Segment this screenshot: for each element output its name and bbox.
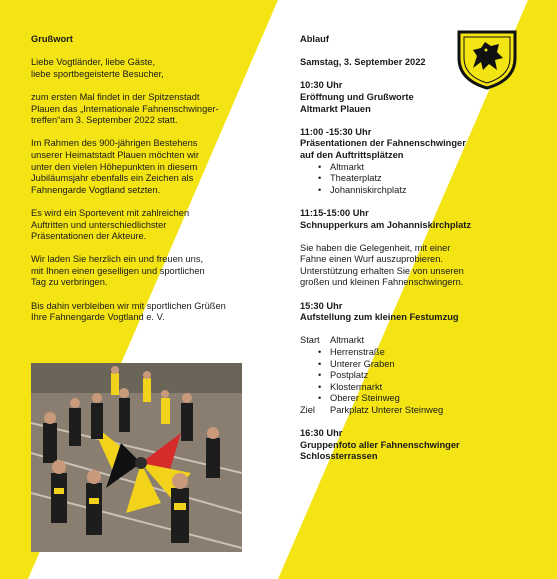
- schedule-title: Aufstellung zum kleinen Festumzug: [300, 312, 459, 323]
- greeting-heading: Grußwort: [31, 34, 73, 44]
- route-end-label: Ziel: [300, 405, 315, 415]
- schedule-time: 15:30 Uhr: [300, 300, 343, 311]
- route-list: [300, 347, 540, 405]
- schedule-title: Gruppenfoto aller Fahnenschwinger Schlossterrassen: [300, 439, 460, 462]
- schedule-note: Sie haben die Gelegenheit, mit einer Fahne einen Wurf auszuprobieren. Unterstützung erhalten Sie von unseren großen und kleinen Fahnenschwingern.: [300, 242, 464, 288]
- venue-item: • Altmarkt: [318, 162, 540, 174]
- route-item: • Postplatz: [318, 370, 540, 382]
- venue-item: • Theaterplatz: [318, 173, 540, 185]
- schedule-date: Samstag, 3. September 2022: [300, 57, 426, 68]
- route-start-label: Start: [300, 335, 320, 346]
- greeting-column: [31, 34, 256, 335]
- greeting-paragraph: zum ersten Mal findet in der Spitzenstadt Plauen das „Internationale Fahnenschwinger- treffen“am 3. September 2022 statt.: [31, 91, 219, 126]
- route-end-place: Parkplatz Unterer Steinweg: [330, 405, 444, 415]
- schedule-title: Schnupperkurs am Johanniskirchplatz: [300, 219, 472, 230]
- schedule-heading: Ablauf: [300, 34, 329, 44]
- venue-item: • Johanniskirchplatz: [318, 185, 540, 197]
- parade-block: [300, 301, 540, 324]
- greeting-paragraph: Im Rahmen des 900-jährigen Bestehens unserer Heimatstadt Plauen möchten wir unter den vielen Höhepunkten in diesem Jubiläumsjahr ebenfalls ein Zeichen als Fahnengarde Vogtland setzten.: [31, 138, 199, 195]
- schedule-item: [300, 428, 540, 463]
- schedule-time: 16:30 Uhr: [300, 428, 343, 439]
- greeting-signature: Bis dahin verbleiben wir mit sportlichen Grüßen Ihre Fahnengarde Vogtland e. V.: [31, 300, 226, 323]
- greeting-paragraph: Wir laden Sie herzlich ein und freuen uns, mit Ihnen einen geselligen und sportlichen Tag zu verbringen.: [31, 254, 205, 288]
- schedule-time: 11:15-15:00 Uhr: [300, 207, 369, 218]
- schedule-title: Eröffnung und Grußworte Altmarkt Plauen: [300, 91, 414, 114]
- schedule-time: 11:00 -15:30 Uhr: [300, 126, 372, 137]
- venue-list: [300, 162, 540, 197]
- route-start-place: Altmarkt: [330, 335, 365, 346]
- route-item: • Unterer Graben: [318, 359, 540, 371]
- schedule-title: Präsentationen der Fahnenschwinger auf den Auftrittsplätzen: [300, 138, 466, 160]
- route-item: • Oberer Steinweg: [318, 393, 540, 405]
- schedule-column: [300, 34, 540, 475]
- schedule-item: [300, 208, 540, 231]
- route-item: • Klostermarkt: [318, 382, 540, 394]
- route-item: • Herrenstraße: [318, 347, 540, 359]
- flag-wavers-photo: [31, 363, 242, 552]
- schedule-time: 10:30 Uhr: [300, 80, 343, 91]
- greeting-paragraph: Liebe Vogtländer, liebe Gäste, liebe sportbegeisterte Besucher,: [31, 57, 164, 79]
- greeting-paragraph: Es wird ein Sportevent mit zahlreichen Auftritten und unterschiedlichster Präsentationen der Akteure.: [31, 207, 190, 242]
- schedule-item: [300, 80, 540, 115]
- schedule-item: [300, 127, 540, 197]
- parade-route: [300, 335, 540, 416]
